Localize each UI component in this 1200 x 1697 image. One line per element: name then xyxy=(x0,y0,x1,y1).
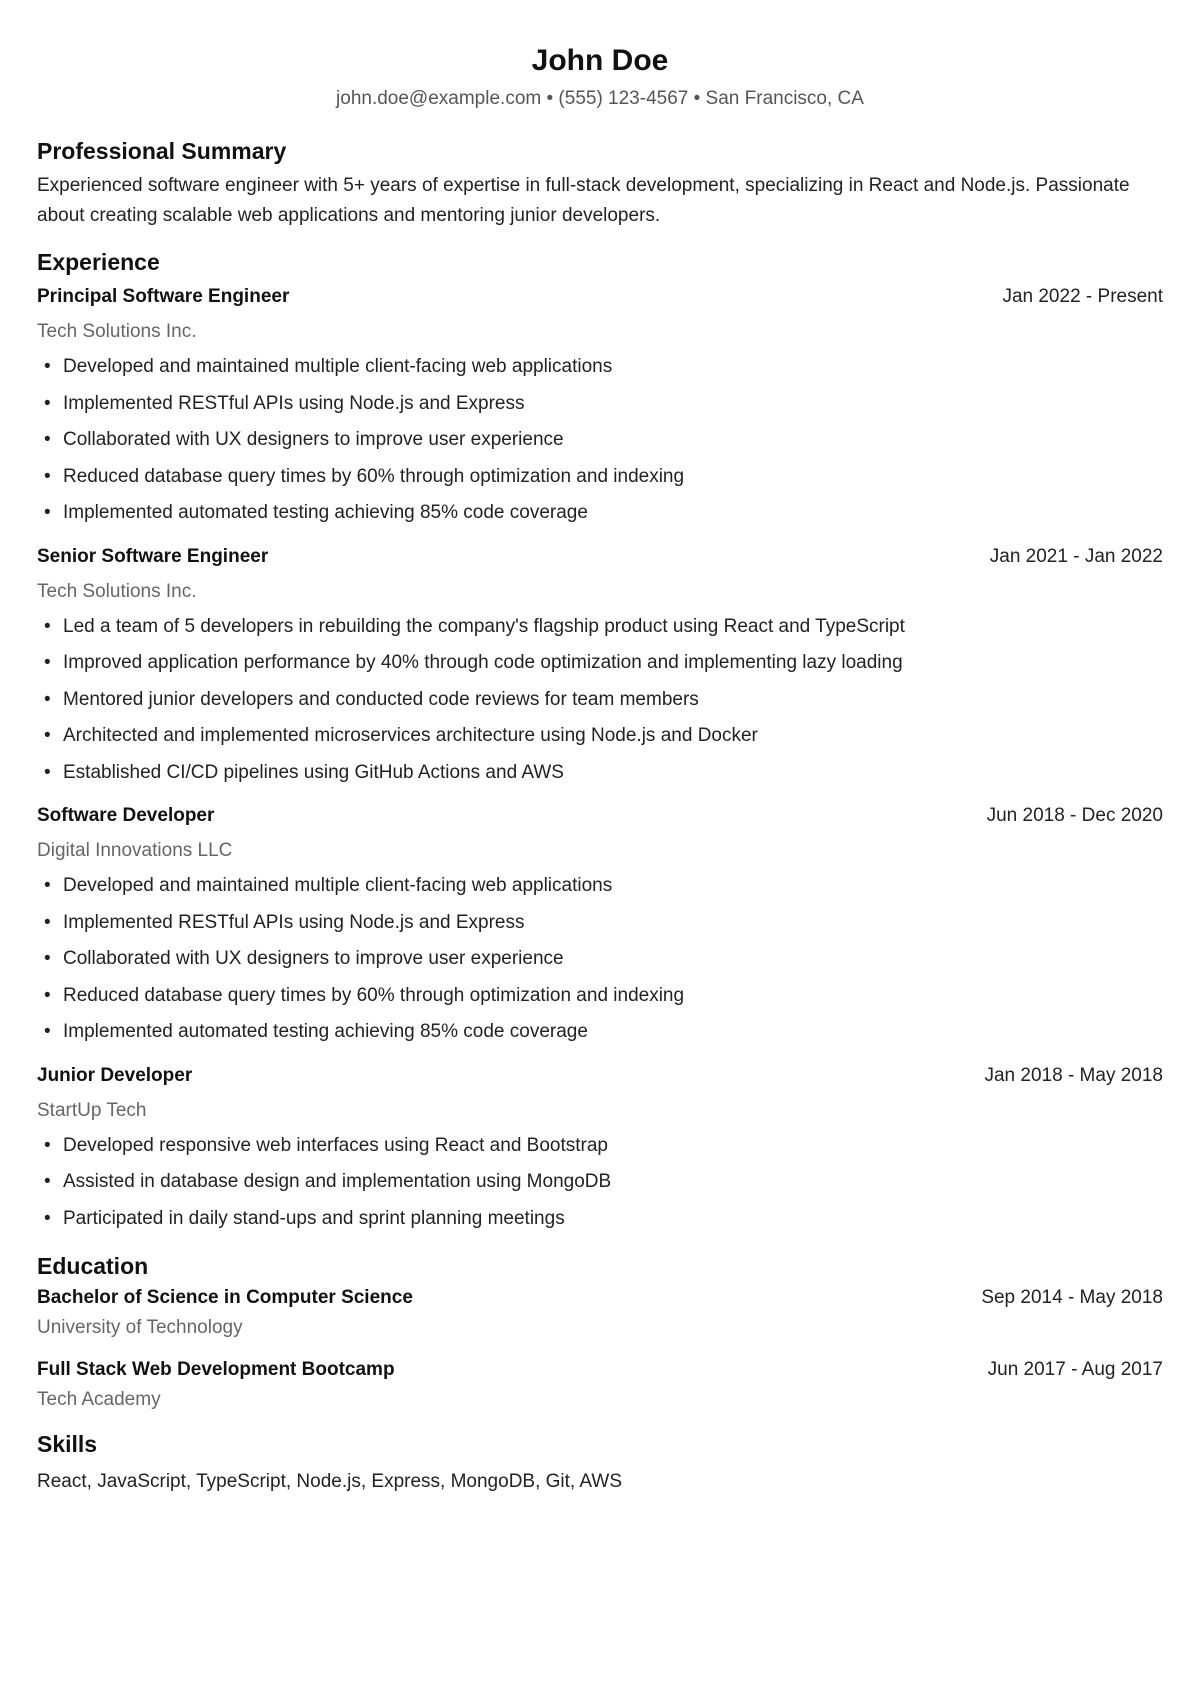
candidate-name: John Doe xyxy=(531,44,669,77)
job-entry xyxy=(37,542,1163,792)
bullet-dot: • xyxy=(44,688,51,710)
bullet-item xyxy=(37,495,1163,532)
education-dates: Sep 2014 - May 2018 xyxy=(981,1287,1163,1308)
job-dates: Jan 2022 - Present xyxy=(1002,286,1163,307)
bullet-dot: • xyxy=(44,465,51,487)
bullet-item xyxy=(37,755,1163,792)
job-company: Tech Solutions Inc. xyxy=(37,580,197,602)
bullet-item xyxy=(37,422,1163,459)
bullet-item xyxy=(37,459,1163,496)
bullet-dot: • xyxy=(44,502,51,523)
job-company: StartUp Tech xyxy=(37,1099,147,1121)
bullet-dot: • xyxy=(44,1021,51,1042)
job-bullets xyxy=(37,1128,1163,1238)
job-role: Principal Software Engineer xyxy=(37,286,290,307)
bullet-text: Developed responsive web interfaces using React and Bootstrap xyxy=(63,1134,608,1156)
bullet-text: Reduced database query times by 60% through optimization and indexing xyxy=(63,984,685,1006)
education-section xyxy=(37,1251,1163,1415)
education-degree: Bachelor of Science in Computer Science xyxy=(37,1287,413,1308)
bullet-item xyxy=(37,718,1163,755)
bullet-text: Developed and maintained multiple client-facing web applications xyxy=(63,356,613,377)
job-entry xyxy=(37,801,1163,1051)
bullet-dot: • xyxy=(44,1134,51,1156)
job-bullets xyxy=(37,609,1163,792)
education-degree: Full Stack Web Development Bootcamp xyxy=(37,1359,395,1380)
contact-line: john.doe@example.com • (555) 123-4567 • San Francisco, CA xyxy=(336,88,864,109)
education-entry xyxy=(37,1355,1163,1415)
skills-heading: Skills xyxy=(37,1431,98,1457)
skills-list: React, JavaScript, TypeScript, Node.js, Express, MongoDB, Git, AWS xyxy=(37,1471,623,1492)
resume-header xyxy=(37,40,1163,112)
bullet-text: Collaborated with UX designers to improve user experience xyxy=(63,948,564,969)
education-school: University of Technology xyxy=(37,1317,243,1338)
bullet-text: Established CI/CD pipelines using GitHub Actions and AWS xyxy=(63,761,564,783)
bullet-dot: • xyxy=(44,356,51,377)
bullet-item xyxy=(37,1201,1163,1238)
bullet-dot: • xyxy=(44,911,51,933)
bullet-item xyxy=(37,941,1163,978)
bullet-text: Led a team of 5 developers in rebuilding the company's flagship product using React and TypeScript xyxy=(63,615,905,637)
education-heading: Education xyxy=(37,1253,149,1279)
bullet-item xyxy=(37,868,1163,905)
bullet-text: Implemented automated testing achieving 85% code coverage xyxy=(63,1021,588,1042)
bullet-text: Assisted in database design and implementation using MongoDB xyxy=(63,1171,612,1192)
job-company: Tech Solutions Inc. xyxy=(37,321,197,342)
bullet-text: Improved application performance by 40% through code optimization and implementing lazy loading xyxy=(63,652,903,673)
education-dates: Jun 2017 - Aug 2017 xyxy=(987,1359,1163,1380)
bullet-dot: • xyxy=(44,761,51,783)
job-dates: Jun 2018 - Dec 2020 xyxy=(986,805,1163,826)
education-school: Tech Academy xyxy=(37,1389,161,1410)
bullet-item xyxy=(37,1164,1163,1201)
bullet-item xyxy=(37,905,1163,942)
bullet-text: Implemented RESTful APIs using Node.js and Express xyxy=(63,392,525,414)
experience-section xyxy=(37,247,1163,1237)
experience-heading: Experience xyxy=(37,249,160,275)
bullet-item xyxy=(37,1014,1163,1051)
job-role: Junior Developer xyxy=(37,1064,193,1086)
bullet-dot: • xyxy=(44,1171,51,1192)
job-entry xyxy=(37,282,1163,532)
bullet-dot: • xyxy=(44,875,51,896)
bullet-dot: • xyxy=(44,984,51,1006)
bullet-item xyxy=(37,645,1163,682)
job-role: Software Developer xyxy=(37,805,215,826)
bullet-dot: • xyxy=(44,615,51,637)
bullet-dot: • xyxy=(44,429,51,450)
bullet-text: Reduced database query times by 60% through optimization and indexing xyxy=(63,465,685,487)
bullet-dot: • xyxy=(44,652,51,673)
bullet-dot: • xyxy=(44,725,51,746)
bullet-text: Mentored junior developers and conducted code reviews for team members xyxy=(63,688,699,710)
bullet-dot: • xyxy=(44,392,51,414)
summary-heading: Professional Summary xyxy=(37,138,287,164)
job-role: Senior Software Engineer xyxy=(37,545,269,567)
job-company: Digital Innovations LLC xyxy=(37,840,233,861)
bullet-text: Participated in daily stand-ups and sprint planning meetings xyxy=(63,1207,565,1229)
bullet-text: Architected and implemented microservices architecture using Node.js and Docker xyxy=(63,725,758,746)
bullet-text: Implemented RESTful APIs using Node.js and Express xyxy=(63,911,525,933)
bullet-item xyxy=(37,1128,1163,1165)
summary-section xyxy=(37,136,1163,231)
bullet-item xyxy=(37,682,1163,719)
bullet-dot: • xyxy=(44,1207,51,1229)
job-bullets xyxy=(37,349,1163,532)
bullet-text: Collaborated with UX designers to improve user experience xyxy=(63,429,564,450)
job-dates: Jan 2018 - May 2018 xyxy=(984,1064,1163,1086)
job-bullets xyxy=(37,868,1163,1051)
bullet-item xyxy=(37,386,1163,423)
bullet-dot: • xyxy=(44,948,51,969)
job-dates: Jan 2021 - Jan 2022 xyxy=(989,545,1163,567)
summary-text: Experienced software engineer with 5+ years of expertise in full-stack development, specializing in React and Node.js. Passionate about creating scalable web applications and mentoring junior developers. xyxy=(37,175,1130,226)
bullet-text: Developed and maintained multiple client-facing web applications xyxy=(63,875,613,896)
skills-section xyxy=(37,1429,1163,1497)
job-entry xyxy=(37,1061,1163,1238)
bullet-item xyxy=(37,978,1163,1015)
bullet-item xyxy=(37,609,1163,646)
education-entry xyxy=(37,1283,1163,1343)
bullet-item xyxy=(37,349,1163,386)
bullet-text: Implemented automated testing achieving 85% code coverage xyxy=(63,502,588,523)
